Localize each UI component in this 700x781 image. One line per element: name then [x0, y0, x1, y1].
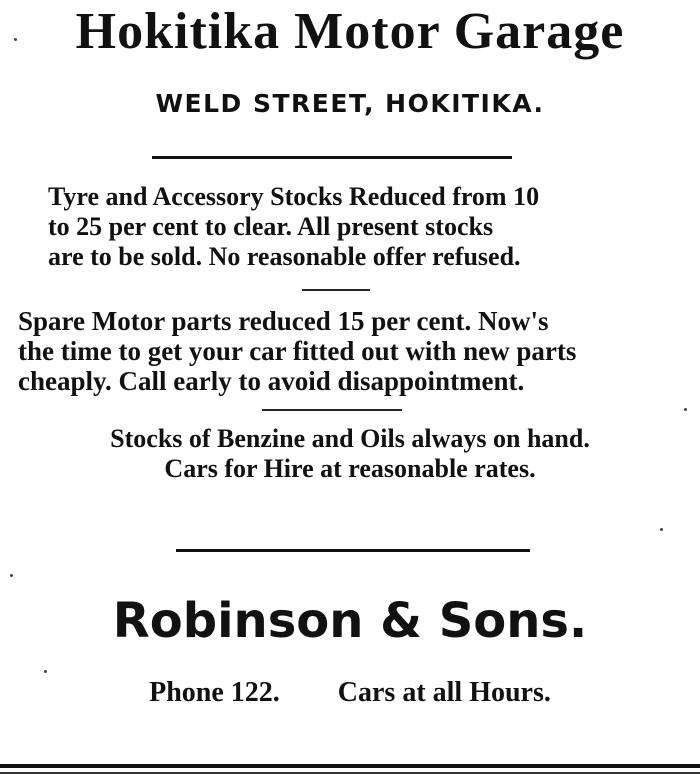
- text-line: are to be sold. No reasonable offer refused.: [48, 242, 521, 271]
- text-line: cheaply. Call early to avoid disappointment.: [18, 366, 525, 396]
- paragraph-tyres: [0, 182, 700, 272]
- bottom-border-thin: [0, 772, 700, 774]
- hours-note: Cars at all Hours.: [337, 677, 551, 708]
- text-line: Spare Motor parts reduced 15 per cent. Now's: [18, 306, 549, 336]
- text-line: Tyre and Accessory Stocks Reduced from 10: [48, 182, 540, 211]
- divider-top: [152, 156, 512, 159]
- contact-row: [0, 676, 700, 710]
- divider-short-1: [302, 289, 370, 291]
- paragraph-parts: [0, 306, 700, 396]
- business-title: Hokitika Motor Garage: [75, 3, 625, 60]
- bottom-border: [0, 764, 700, 768]
- text-line: Cars for Hire at reasonable rates.: [164, 454, 536, 483]
- paragraph-benzine: [0, 424, 700, 484]
- print-speck: [14, 38, 17, 41]
- print-speck: [10, 574, 13, 577]
- text-line: the time to get your car fitted out with new parts: [18, 336, 577, 366]
- proprietor-name: Robinson & Sons.: [112, 593, 588, 649]
- print-speck: [660, 528, 663, 531]
- text-line: Stocks of Benzine and Oils always on hand.: [110, 424, 590, 453]
- street-address: WELD STREET, HOKITIKA.: [155, 89, 545, 118]
- divider-short-2: [262, 409, 402, 411]
- print-speck: [44, 670, 47, 673]
- divider-middle: [176, 549, 530, 552]
- text-line: to 25 per cent to clear. All present stocks: [48, 212, 494, 241]
- print-speck: [684, 408, 687, 411]
- phone-number: Phone 122.: [149, 677, 280, 708]
